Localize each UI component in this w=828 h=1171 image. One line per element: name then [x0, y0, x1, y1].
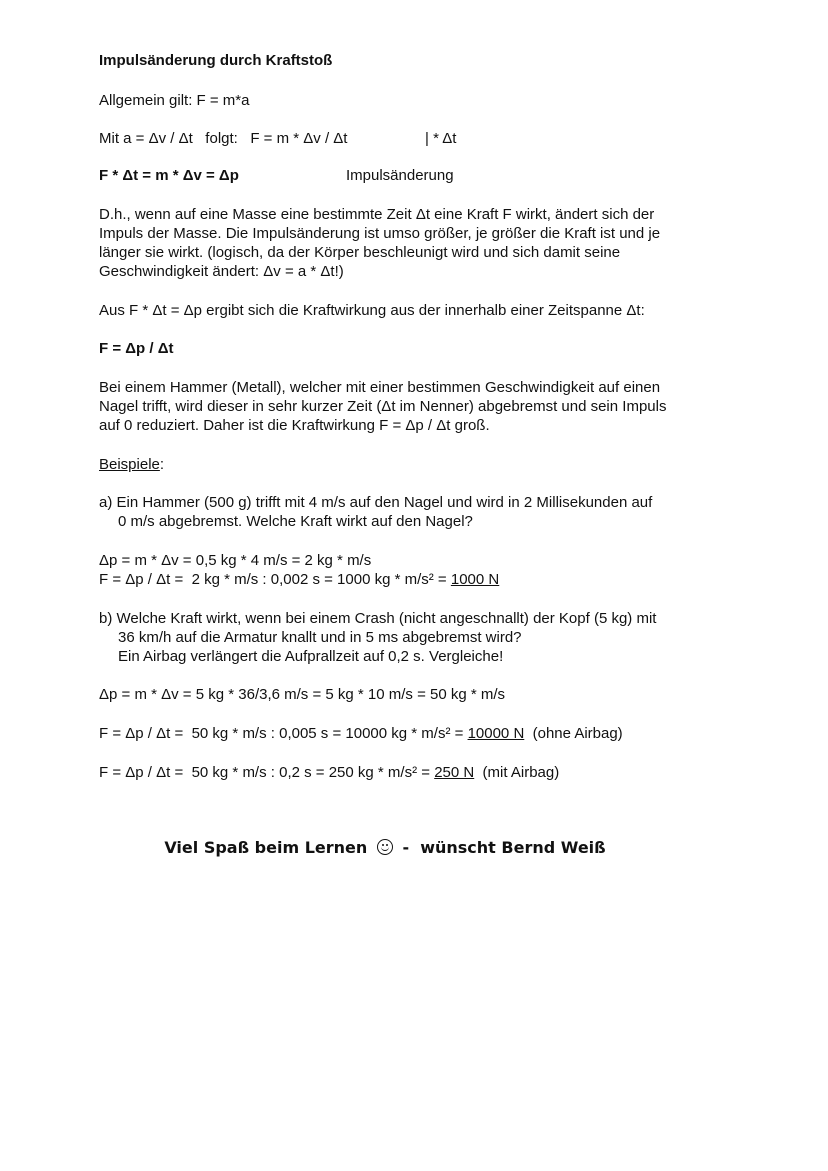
example-b-momentum: Δp = m * Δv = 5 kg * 36/3,6 m/s = 5 kg * 10 m/s = 50 kg * m/s [99, 686, 506, 703]
result-value: 1000 N [450, 571, 500, 588]
page-title: Impulsänderung durch Kraftstoß [99, 52, 333, 69]
paragraph-line: länger sie wirkt. (logisch, da der Körper beschleunigt wird und sich damit seine [99, 244, 621, 261]
paragraph-line: Impuls der Masse. Die Impulsänderung ist umso größer, je größer die Kraft ist und je [99, 225, 661, 242]
paragraph-line: Nagel trifft, wird dieser in sehr kurzer Zeit (Δt im Nenner) abgebremst und sein Impuls [99, 398, 667, 415]
example-b-force-no-airbag: F = Δp / Δt = 50 kg * m/s : 0,005 s = 10000 kg * m/s² = 10000 N (ohne Airbag) [99, 725, 623, 742]
paragraph-line: Aus F * Δt = Δp ergibt sich die Kraftwirkung aus der innerhalb einer Zeitspanne Δt: [99, 302, 645, 319]
paragraph-line: auf 0 reduziert. Daher ist die Kraftwirkung F = Δp / Δt groß. [99, 417, 490, 434]
smiley-icon [377, 839, 393, 855]
footer-signature [0, 838, 770, 857]
force-formula: F = Δp / Δt [99, 340, 174, 357]
example-b-question: 36 km/h auf die Armatur knallt und in 5 ms abgebremst wird? [118, 629, 522, 646]
general-formula: Allgemein gilt: F = m*a [99, 92, 250, 109]
result-value: 10000 N [467, 725, 525, 742]
result-value: 250 N [434, 764, 475, 781]
example-b-force-airbag: F = Δp / Δt = 50 kg * m/s : 0,2 s = 250 kg * m/s² = 250 N (mit Airbag) [99, 764, 560, 781]
footer-text: Viel Spaß beim Lernen [164, 838, 368, 857]
derivation-operation: | * Δt [425, 130, 457, 147]
result-label: Impulsänderung [346, 167, 454, 184]
paragraph-line: Bei einem Hammer (Metall), welcher mit einer bestimmen Geschwindigkeit auf einen [99, 379, 661, 396]
example-a-question: a) Ein Hammer (500 g) trifft mit 4 m/s auf den Nagel und wird in 2 Millisekunden auf [99, 494, 653, 511]
paragraph-line: Geschwindigkeit ändert: Δv = a * Δt!) [99, 263, 344, 280]
examples-heading-text: Beispiele [99, 456, 160, 473]
example-a-momentum: Δp = m * Δv = 0,5 kg * 4 m/s = 2 kg * m/s [99, 552, 372, 569]
example-b-question: Ein Airbag verlängert die Aufprallzeit auf 0,2 s. Vergleiche! [118, 648, 504, 665]
derivation-line [99, 129, 457, 148]
example-a-question: 0 m/s abgebremst. Welche Kraft wirkt auf den Nagel? [118, 513, 473, 530]
result-line [99, 166, 454, 185]
paragraph-line: D.h., wenn auf eine Masse eine bestimmte Zeit Δt eine Kraft F wirkt, ändert sich der [99, 206, 655, 223]
example-a-force: F = Δp / Δt = 2 kg * m/s : 0,002 s = 1000 kg * m/s² = 1000 N [99, 571, 500, 588]
derivation-text: Mit a = Δv / Δt folgt: F = m * Δv / Δt [99, 130, 348, 147]
example-b-question: b) Welche Kraft wirkt, wenn bei einem Crash (nicht angeschnallt) der Kopf (5 kg) mit [99, 610, 657, 627]
examples-heading: Beispiele: [99, 456, 165, 473]
result-formula: F * Δt = m * Δv = Δp [99, 167, 239, 184]
footer-author: - wünscht Bernd Weiß [402, 838, 606, 857]
